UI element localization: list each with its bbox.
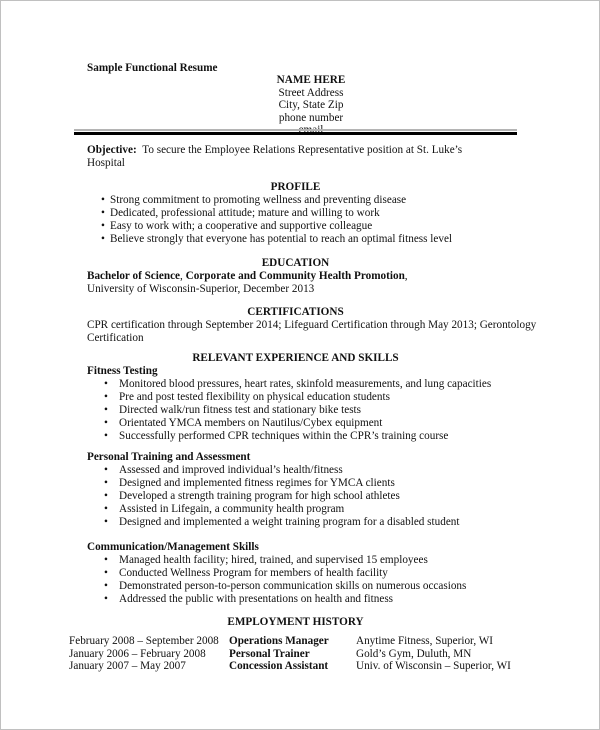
certifications-heading: CERTIFICATIONS: [247, 306, 344, 318]
profile-heading: PROFILE: [270, 181, 321, 193]
employment-employer: Gold’s Gym, Duluth, MN: [356, 647, 472, 660]
skill-group-title: Communication/Management Skills: [87, 541, 259, 553]
skill-item: • Pre and post tested flexibility on physical education students: [104, 391, 491, 404]
profile-item: • Believe strongly that everyone has potential to reach an optimal fitness level: [101, 233, 452, 246]
education-degree: Bachelor of Science: [87, 270, 181, 282]
certifications-line1: CPR certification through September 2014; Lifeguard Certification through May 2013; Gerontology: [87, 319, 537, 331]
employment-dates: February 2008 – September 2008: [69, 635, 219, 647]
skill-item: • Monitored blood pressures, heart rates, skinfold measurements, and lung capacities: [104, 378, 491, 391]
employment-dates: January 2006 – February 2008: [69, 647, 206, 660]
skill-item: • Developed a strength training program for high school athletes: [104, 490, 460, 503]
skill-item: • Directed walk/run fitness test and stationary bike tests: [104, 404, 491, 417]
contact-street: Street Address: [278, 86, 344, 99]
skill-item: • Orientated YMCA members on Nautilus/Cybex equipment: [104, 417, 491, 430]
skill-item: • Designed and implemented a weight training program for a disabled student: [104, 516, 460, 529]
skill-item: • Designed and implemented fitness regimes for YMCA clients: [104, 477, 460, 490]
skill-group-list: [104, 378, 491, 443]
employment-title: Personal Trainer: [229, 647, 310, 660]
skill-item: • Managed health facility; hired, trained, and supervised 15 employees: [104, 554, 466, 567]
education-section: Bachelor of Science, Corporate and Community Health Promotion, University of Wisconsin-Superior, December 2013: [87, 270, 527, 296]
profile-item: • Dedicated, professional attitude; mature and willing to work: [101, 207, 452, 220]
skill-item: • Demonstrated person-to-person communication skills on numerous occasions: [104, 580, 466, 593]
contact-phone: phone number: [278, 111, 344, 124]
skill-group-title: Personal Training and Assessment: [87, 451, 251, 463]
contact-city-state-zip: City, State Zip: [278, 99, 344, 112]
skill-item: • Successfully performed CPR techniques within the CPR’s training course: [104, 430, 491, 443]
document-label: Sample Functional Resume: [87, 62, 218, 74]
objective-text: To secure the Employee Relations Representative position at St. Luke’s: [142, 144, 463, 156]
profile-item: • Strong commitment to promoting wellness and preventing disease: [101, 194, 452, 207]
education-school: University of Wisconsin-Superior, December 2013: [87, 283, 315, 295]
employment-employer: Anytime Fitness, Superior, WI: [356, 635, 494, 647]
employment-title: Operations Manager: [229, 635, 329, 647]
employment-row: [69, 635, 511, 648]
header-rule-thick: [74, 132, 517, 135]
employment-heading: EMPLOYMENT HISTORY: [227, 616, 364, 628]
contact-name: NAME HERE: [276, 74, 346, 86]
skill-group-title: Fitness Testing: [87, 365, 158, 377]
profile-list: [101, 194, 452, 246]
employment-dates: January 2007 – May 2007: [69, 660, 186, 673]
employment-row: [69, 660, 511, 673]
objective-section: [87, 144, 527, 170]
employment-row: [69, 648, 511, 661]
skill-item: • Conducted Wellness Program for members of health facility: [104, 567, 466, 580]
employment-table: [69, 635, 511, 673]
objective-label: Objective:: [87, 144, 137, 156]
certifications-section: [87, 319, 547, 345]
skill-item: • Addressed the public with presentations on health and fitness: [104, 593, 466, 606]
contact-block: [201, 74, 421, 137]
skill-group-list: [104, 464, 460, 529]
objective-text-line2: Hospital: [87, 157, 125, 169]
employment-employer: Univ. of Wisconsin – Superior, WI: [356, 660, 511, 673]
profile-item: • Easy to work with; a cooperative and supportive colleague: [101, 220, 452, 233]
header-rule-thin: [74, 129, 517, 131]
skill-item: • Assisted in Lifegain, a community health program: [104, 503, 460, 516]
employment-title: Concession Assistant: [229, 660, 329, 673]
certifications-line2: Certification: [87, 332, 144, 344]
education-major: Corporate and Community Health Promotion: [185, 270, 405, 282]
skill-group-list: [104, 554, 466, 606]
experience-heading: RELEVANT EXPERIENCE AND SKILLS: [192, 352, 399, 364]
education-heading: EDUCATION: [261, 257, 330, 269]
skill-item: • Assessed and improved individual’s health/fitness: [104, 464, 460, 477]
